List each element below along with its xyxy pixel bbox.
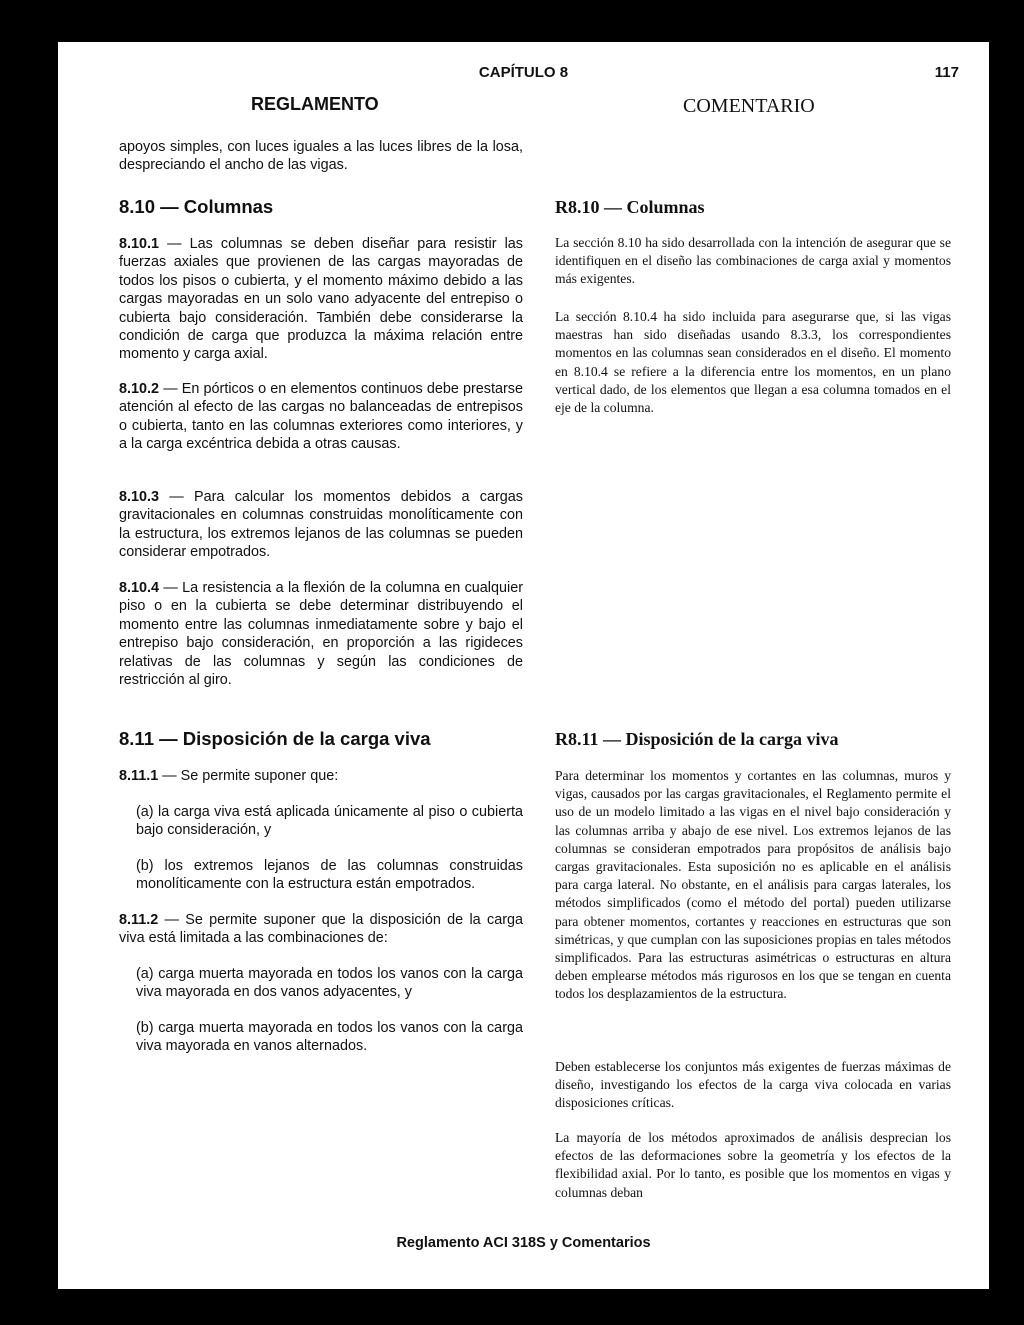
commentary-r8-11-paragraph-3: La mayoría de los métodos aproximados de análisis desprecian los efectos de las deformaciones sobre la geometría y los efectos de la flexibilidad axial. Por lo tanto, es posible que los momentos en vigas y columnas deban (555, 1130, 951, 1200)
clause-8-11-1 (119, 767, 523, 785)
clause-8-10-4 (119, 579, 523, 689)
commentary-r8-10-paragraph-2: La sección 8.10.4 ha sido incluida para asegurarse que, si las vigas maestras han sido diseñadas usando 8.3.3, los correspondientes momentos en las columnas sean considerados en el diseño. El momento en 8.10.4 se refiere a la diferencia entre los momentos, en un plano vertical dado, de los elementos que llegan a esa columna tomados en el eje de la columna. (555, 309, 951, 416)
clause-8-10-1 (119, 235, 523, 364)
intro-paragraph: apoyos simples, con luces iguales a las luces libres de la losa, despreciando el ancho de las vigas. (119, 139, 523, 174)
clause-8-11-1-item-a: (a) la carga viva está aplicada únicamente al piso o cubierta bajo consideración, y (136, 804, 523, 839)
page-number: 117 (934, 64, 959, 81)
clause-number: 8.10.2 (119, 381, 160, 397)
clause-number: 8.11.2 (119, 912, 159, 928)
section-8-10-heading: 8.10 — Columnas (119, 196, 274, 217)
clause-8-11-2-item-a: (a) carga muerta mayorada en todos los vanos con la carga viva mayorada en dos vanos adyacentes, y (136, 966, 523, 1001)
clause-text: — Para calcular los momentos debidos a cargas gravitacionales en columnas construidas monolíticamente con la estructura, los extremos lejanos de las columnas se pueden considerar empotrados. (119, 489, 523, 561)
commentary-r8-10-heading: R8.10 — Columnas (555, 197, 705, 217)
clause-8-10-2 (119, 380, 523, 454)
page-footer: Reglamento ACI 318S y Comentarios (396, 1235, 651, 1251)
document-page (58, 42, 989, 1289)
comentario-column-title: COMENTARIO (683, 95, 815, 117)
running-header-chapter: CAPÍTULO 8 (478, 64, 569, 81)
clause-text: — Se permite suponer que: (158, 768, 339, 784)
clause-text: — En pórticos o en elementos continuos debe prestarse atención al efecto de las cargas no balanceadas de entrepisos o cubierta, tanto en las columnas exteriores como interiores, y a la carga excéntrica debida a otras causas. (119, 381, 523, 453)
clause-number: 8.10.3 (119, 489, 160, 505)
commentary-r8-11-paragraph-2: Deben establecerse los conjuntos más exigentes de fuerzas máximas de diseño, investigando los efectos de la carga viva colocada en varias disposiciones críticas. (555, 1059, 951, 1111)
commentary-r8-11-paragraph-1: Para determinar los momentos y cortantes en las columnas, muros y vigas, causados por las cargas gravitacionales, el Reglamento permite el uso de un modelo limitado a las vigas en el nivel bajo consideración y las columnas arriba y abajo de ese nivel. Los extremos lejanos de las columnas se consideran empotrados para propósitos de análisis bajo cargas gravitacionales. Esta suposición no es aplicable en el análisis para carga lateral. No obstante, en el análisis para cargas laterales, los métodos simplificados (como el método del portal) pueden utilizarse para obtener momentos, cortantes y reacciones en estructuras que son simétricas, y que cumplan con las suposiciones propias en tales métodos simplificados. Para las estructuras asimétricas o estructuras en altura deben emplearse métodos más rigurosos en los que se tengan en cuenta todos los desplazamientos de la estructura. (555, 768, 951, 1002)
commentary-r8-11-heading: R8.11 — Disposición de la carga viva (555, 729, 839, 749)
clause-8-11-2-item-b: (b) carga muerta mayorada en todos los vanos con la carga viva mayorada en vanos alternados. (136, 1020, 523, 1055)
clause-text: — Se permite suponer que la disposición de la carga viva está limitada a las combinaciones de: (119, 912, 523, 947)
clause-text: — La resistencia a la flexión de la columna en cualquier piso o en la cubierta se debe determinar distribuyendo el momento entre las columnas inmediatamente sobre y bajo el entrepiso bajo consideración, en proporción a las rigideces relativas de las columnas y según las condiciones de restricción al giro. (119, 580, 523, 689)
clause-8-10-3 (119, 488, 523, 562)
reglamento-column-title: REGLAMENTO (251, 94, 379, 114)
clause-8-11-2 (119, 911, 523, 948)
clause-number: 8.11.1 (119, 768, 159, 784)
commentary-r8-10-paragraph-1: La sección 8.10 ha sido desarrollada con la intención de asegurar que se identifiquen en el diseño las combinaciones de carga axial y momentos más exigentes. (555, 235, 951, 287)
clause-8-11-1-item-b: (b) los extremos lejanos de las columnas construidas monolíticamente con la estructura están empotrados. (136, 858, 523, 893)
section-8-11-heading: 8.11 — Disposición de la carga viva (119, 728, 431, 749)
clause-number: 8.10.4 (119, 580, 160, 596)
clause-text: — Las columnas se deben diseñar para resistir las fuerzas axiales que provienen de las cargas mayoradas de todos los pisos o cubierta, y el momento máximo debido a las cargas mayoradas en un solo vano adyacente del entrepiso o cubierta bajo consideración. También debe considerarse la condición de carga que produzca la máxima relación entre momento y carga axial. (119, 236, 523, 363)
clause-number: 8.10.1 (119, 236, 160, 252)
